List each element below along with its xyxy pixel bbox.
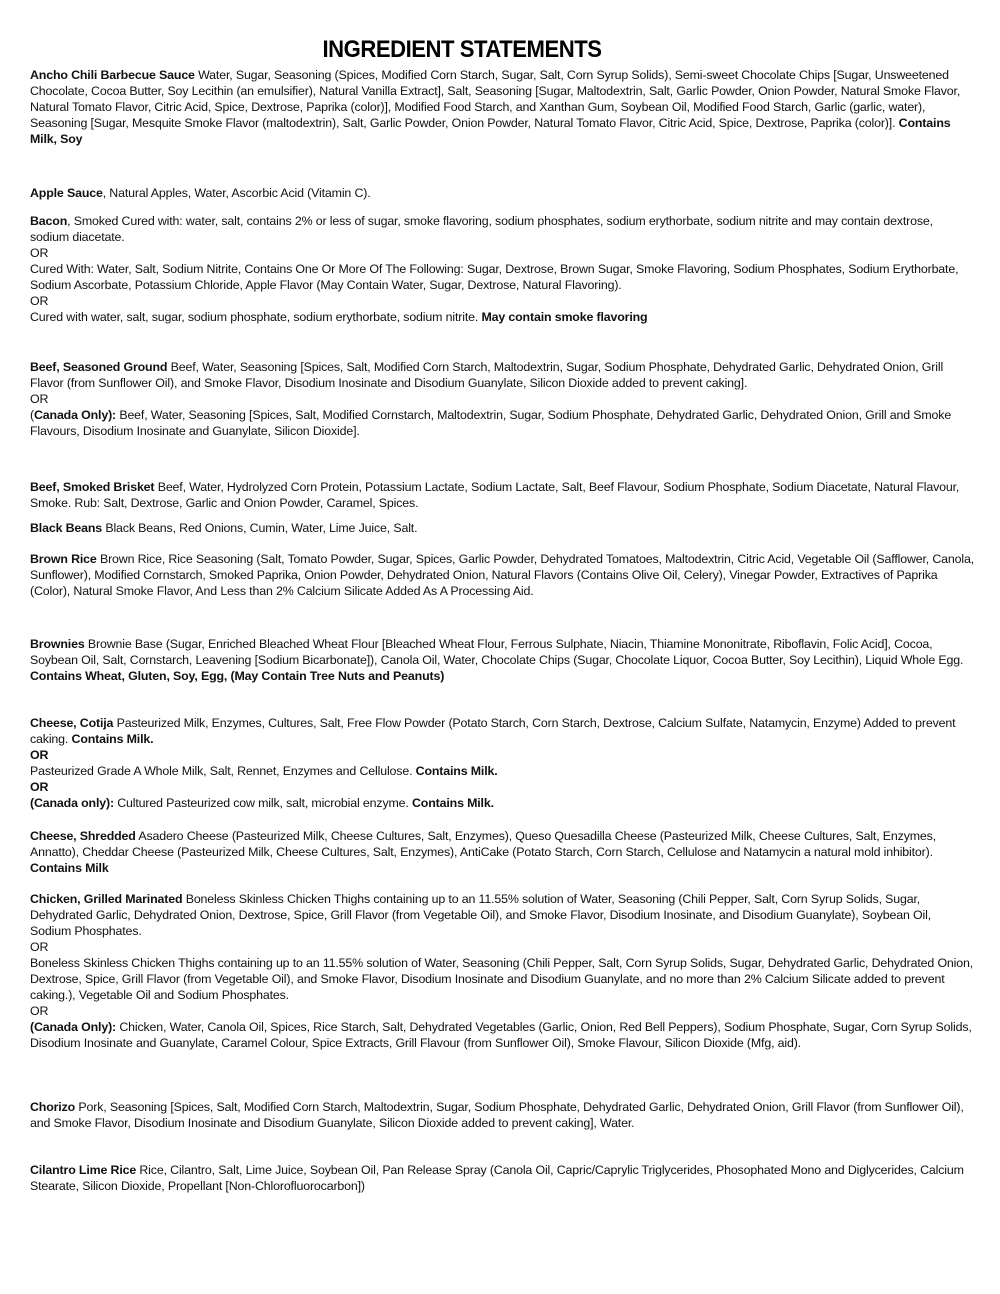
entry-chorizo — [30, 1099, 975, 1131]
alternate-ingredients: Boneless Skinless Chicken Thighs containing up to an 11.55% solution of Water, Seasoning (Chili Pepper, Salt, Corn Syrup Solids, Sugar, Dehydrated Garlic, Dehydrated Onion, Dextrose, Spice, Grill Flavor (from Vegetable Oil), and Smoke Flavor, Disodium Inosinate and Disodium Guanylate, and no more than 2% Calcium Silicate added to prevent caking.), Vegetable Oil and Sodium Phosphates. — [30, 956, 974, 1002]
alternate-ingredients — [30, 795, 975, 811]
or-separator: OR — [30, 392, 49, 406]
entry-name: Beef, Smoked Brisket — [30, 480, 155, 494]
entry-cheese-shredded — [30, 828, 975, 876]
entry-name: Black Beans — [30, 521, 103, 535]
or-separator: OR — [30, 246, 49, 260]
paren: ( — [30, 408, 34, 422]
or-separator: OR — [30, 1004, 49, 1018]
entry-beef-seasoned-ground — [30, 359, 975, 439]
entry-paragraph — [30, 479, 975, 511]
entry-cheese-cotija — [30, 715, 975, 811]
entry-beef-smoked-brisket — [30, 479, 975, 511]
allergen-statement: May contain smoke flavoring — [481, 310, 648, 324]
or-separator: OR — [30, 940, 49, 954]
entry-paragraph — [30, 520, 975, 536]
entry-ingredients: Beef, Water, Seasoning [Spices, Salt, Modified Corn Starch, Maltodextrin, Sugar, Sodium Phosphate, Dehydrated Garlic, Dehydrated Onion, Grill Flavor (from Sunflower Oil), and Smoke Flavor, Disodium Inosinate and Disodium Guanylate, Silicon Dioxide added to prevent caking]. — [30, 360, 944, 390]
entry-paragraph — [30, 551, 975, 599]
page-title: INGREDIENT STATEMENTS — [322, 36, 602, 63]
entry-name: Bacon — [30, 214, 68, 228]
entry-paragraph — [30, 636, 975, 684]
alternate-ingredients — [30, 763, 975, 779]
entry-name: Chicken, Grilled Marinated — [30, 892, 183, 906]
entry-name: Apple Sauce — [30, 186, 103, 200]
alternate-text: Chicken, Water, Canola Oil, Spices, Rice Starch, Salt, Dehydrated Vegetables (Garlic, Onion, Red Bell Peppers), Sodium Phosphate, Sugar, Corn Syrup Solids, Disodium Inosinate and Guanylate, Caramel Colour, Spice Extracts, Grill Flavour (from Sunflower Oil), Smoke Flavour, Silicon Dioxide (Mfg, aid). — [30, 1020, 972, 1050]
entry-ingredients: Rice, Cilantro, Salt, Lime Juice, Soybean Oil, Pan Release Spray (Canola Oil, Capric/Caprylic Triglycerides, Phosophated Mono and Diglycerides, Calcium Stearate, Silicon Dioxide, Propellant [Non-Chlorofluorocarbon]) — [30, 1163, 964, 1193]
entry-ancho-chili-barbecue-sauce — [30, 67, 975, 147]
alternate-text: Beef, Water, Seasoning [Spices, Salt, Modified Cornstarch, Maltodextrin, Sugar, Sodium Phosphate, Dehydrated Garlic, Dehydrated Onion, Grill and Smoke Flavours, Disodium Inosinate and Guanylate, Silicon Dioxide]. — [30, 408, 952, 438]
entry-paragraph — [30, 1099, 975, 1131]
alternate-text: Cultured Pasteurized cow milk, salt, microbial enzyme. — [113, 796, 412, 810]
entry-paragraph — [30, 213, 975, 245]
entry-name: Ancho Chili Barbecue Sauce — [30, 68, 195, 82]
entry-black-beans — [30, 520, 975, 536]
or-separator: OR — [30, 294, 49, 308]
entry-paragraph — [30, 67, 975, 147]
allergen-statement: Contains Milk. — [415, 764, 498, 778]
entry-paragraph — [30, 828, 975, 876]
entry-ingredients: Pork, Seasoning [Spices, Salt, Modified Corn Starch, Maltodextrin, Sugar, Sodium Phosphate, Dehydrated Garlic, Dehydrated Onion, Grill Flavor (from Sunflower Oil), and Smoke Flavor, Disodium Inosinate and Disodium Guanylate, Silicon Dioxide added to prevent caking], Water. — [30, 1100, 964, 1130]
alternate-ingredients: Cured With: Water, Salt, Sodium Nitrite, Contains One Or More Of The Following: Sugar, Dextrose, Brown Sugar, Smoke Flavoring, Sodium Phosphates, Sodium Erythorbate, Sodium Ascorbate, Potassium Chloride, Apple Flavor (May Contain Water, Sugar, Dextrose, Natural Flavoring). — [30, 262, 959, 292]
or-separator: OR — [30, 780, 49, 794]
alternate-ingredients — [30, 1019, 975, 1051]
entry-name: Brown Rice — [30, 552, 97, 566]
entry-ingredients: , Natural Apples, Water, Ascorbic Acid (Vitamin C). — [102, 186, 371, 200]
entry-ingredients: Brownie Base (Sugar, Enriched Bleached Wheat Flour [Bleached Wheat Flour, Ferrous Sulphate, Niacin, Thiamine Mononitrate, Riboflavin, Folic Acid], Cocoa, Soybean Oil, Salt, Cornstarch, Leavening [Sodium Bicarbonate]), Canola Oil, Water, Chocolate Chips (Sugar, Chocolate Liquor, Cocoa Butter, Soy Lecithin), Liquid Whole Egg. — [30, 637, 964, 667]
canada-label: (Canada Only): — [30, 1020, 117, 1034]
entry-chicken-grilled-marinated — [30, 891, 975, 1051]
entry-name: Cilantro Lime Rice — [30, 1163, 137, 1177]
entry-ingredients: Beef, Water, Hydrolyzed Corn Protein, Potassium Lactate, Sodium Lactate, Salt, Beef Flavour, Sodium Phosphate, Sodium Diacetate, Natural Flavour, Smoke. Rub: Salt, Dextrose, Garlic and Onion Powder, Caramel, Spices. — [30, 480, 960, 510]
alternate-ingredients — [30, 309, 975, 325]
entry-name: Chorizo — [30, 1100, 76, 1114]
entry-cilantro-lime-rice — [30, 1162, 975, 1194]
allergen-statement: Contains Milk — [30, 861, 109, 875]
allergen-statement: Contains Milk. — [71, 732, 154, 746]
entry-ingredients: Pasteurized Milk, Enzymes, Cultures, Salt, Free Flow Powder (Potato Starch, Corn Starch, Dextrose, Calcium Sulfate, Natamycin, Enzyme) Added to prevent caking. — [30, 716, 956, 746]
alternate-text: Cured with water, salt, sugar, sodium phosphate, sodium erythorbate, sodium nitrite. — [30, 310, 482, 324]
entry-name: Brownies — [30, 637, 85, 651]
entry-paragraph — [30, 185, 975, 201]
entry-ingredients: Water, Sugar, Seasoning (Spices, Modified Corn Starch, Sugar, Salt, Corn Syrup Solids), Semi-sweet Chocolate Chips [Sugar, Unsweetened Chocolate, Cocoa Butter, Soy Lecithin (an emulsifier), Natural Vanilla Extract], Salt, Seasoning [Sugar, Maltodextrin, Salt, Garlic Powder, Onion Powder, Natural Smoke Flavor, Natural Tomato Flavor, Citric Acid, Spice, Dextrose, Paprika (color)], Modified Food Starch, and Xanthan Gum, Soybean Oil, Modified Food Starch, Garlic (garlic, water), Seasoning [Sugar, Mesquite Smoke Flavor (maltodextrin), Salt, Garlic Powder, Onion Powder, Natural Tomato Flavor, Citric Acid, Spice, Dextrose, Paprika (color)]. — [30, 68, 961, 130]
entry-paragraph — [30, 891, 975, 939]
entry-bacon — [30, 213, 975, 325]
allergen-statement: Contains Milk, Soy — [30, 116, 951, 146]
entry-name: Beef, Seasoned Ground — [30, 360, 168, 374]
entry-paragraph — [30, 1162, 975, 1194]
allergen-statement: Contains Milk. — [412, 796, 494, 810]
entry-brownies — [30, 636, 975, 684]
alternate-ingredients — [30, 407, 975, 439]
or-separator: OR — [30, 748, 49, 762]
alternate-text: Pasteurized Grade A Whole Milk, Salt, Rennet, Enzymes and Cellulose. — [30, 764, 416, 778]
entry-ingredients: Asadero Cheese (Pasteurized Milk, Cheese Cultures, Salt, Enzymes), Queso Quesadilla Cheese (Pasteurized Milk, Cheese Cultures, Salt, Enzymes, Annatto), Cheddar Cheese (Pasteurized Milk, Cheese Cultures, Salt, Enzymes), AntiCake (Potato Starch, Corn Starch, Cellulose and Natamycin a natural mold inhibitor). — [30, 829, 937, 859]
entry-ingredients: Boneless Skinless Chicken Thighs containing up to an 11.55% solution of Water, Seasoning (Chili Pepper, Salt, Corn Syrup Solids, Sugar, Dehydrated Garlic, Dehydrated Onion, Dextrose, Spice, Grill Flavor (from Vegetable Oil), and Smoke Flavor, Disodium Inosinate, and Disodium Guanylate), Soybean Oil, Sodium Phosphates. — [30, 892, 931, 938]
canada-label: Canada Only): — [33, 408, 117, 422]
entry-brown-rice — [30, 551, 975, 599]
entry-apple-sauce — [30, 185, 975, 201]
canada-label: (Canada only): — [30, 796, 114, 810]
entry-name: Cheese, Shredded — [30, 829, 136, 843]
entry-ingredients: , Smoked Cured with: water, salt, contains 2% or less of sugar, smoke flavoring, sodium phosphates, sodium erythorbate, sodium nitrite and may contain dextrose, sodium diacetate. — [30, 214, 933, 244]
entry-name: Cheese, Cotija — [30, 716, 114, 730]
entry-ingredients: Brown Rice, Rice Seasoning (Salt, Tomato Powder, Sugar, Spices, Garlic Powder, Dehydrated Tomatoes, Maltodextrin, Citric Acid, Vegetable Oil (Safflower, Canola, Sunflower), Modified Cornstarch, Smoked Paprika, Onion Powder, Dehydrated Onion, Natural Flavors (Contains Olive Oil, Celery), Vinegar Powder, Extractives of Paprika (Color), Natural Smoke Flavor, And Less than 2% Calcium Silicate Added As A Processing Aid. — [30, 552, 975, 598]
entry-paragraph — [30, 715, 975, 747]
entry-paragraph — [30, 359, 975, 391]
entry-ingredients: Black Beans, Red Onions, Cumin, Water, Lime Juice, Salt. — [102, 521, 418, 535]
allergen-statement: Contains Wheat, Gluten, Soy, Egg, (May Contain Tree Nuts and Peanuts) — [30, 669, 445, 683]
